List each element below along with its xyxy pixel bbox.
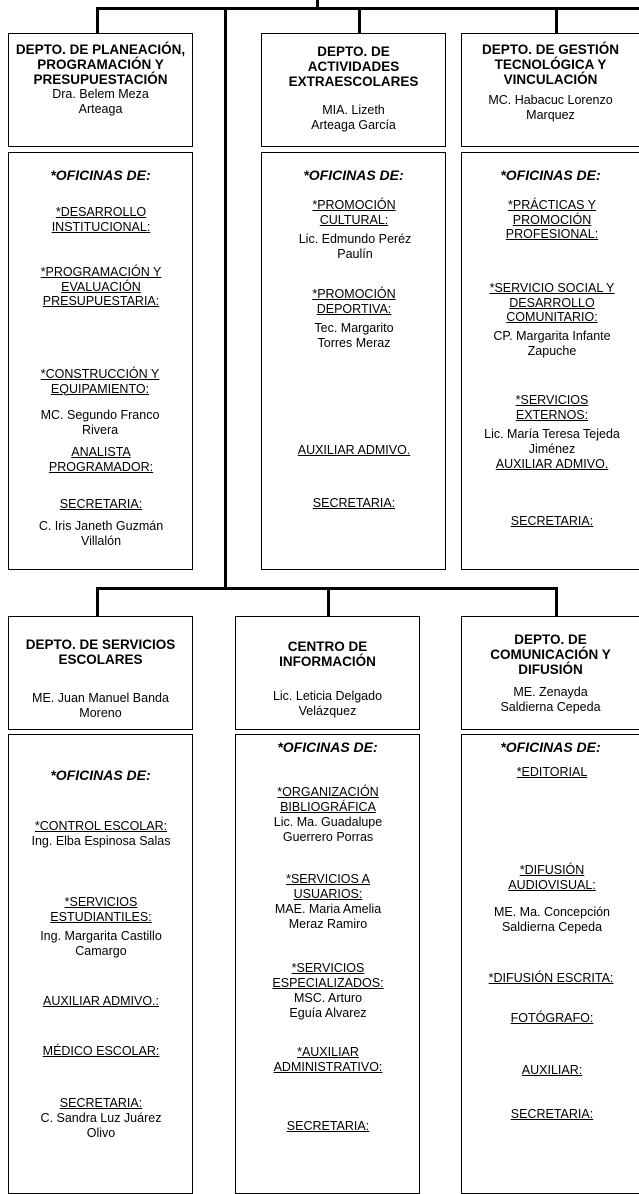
comunicacion-fotografo-label: FOTÓGRAFO: [510, 1011, 594, 1025]
gestion-oficinas-heading: *OFICINAS DE: [500, 167, 601, 183]
gestion-practicas-label: *PRÁCTICAS Y PROMOCIÓN PROFESIONAL: [505, 198, 599, 241]
informacion-oficinas-heading: *OFICINAS DE: [277, 739, 378, 755]
informacion-organizacion-label: *ORGANIZACIÓN BIBLIOGRÁFICA [277, 785, 379, 814]
actividades-title: DEPTO. DE ACTIVIDADES EXTRAESCOLARES [288, 44, 419, 89]
escolares-secretaria-label: SECRETARIA: [59, 1096, 143, 1110]
planeacion-head: Dra. Belem Meza Arteaga [52, 87, 149, 116]
escolares-medico-label: MÉDICO ESCOLAR: [42, 1044, 160, 1058]
escolares-estudiantiles-person: Ing. Margarita Castillo Camargo [40, 929, 162, 958]
comunicacion-audiovisual-person: ME. Ma. Concepción Saldierna Cepeda [493, 905, 611, 934]
planeacion-analista-label: ANALISTA PROGRAMADOR: [48, 445, 154, 474]
comunicacion-offices-box [461, 734, 639, 1194]
gestion-head: MC. Habacuc Lorenzo Marquez [488, 93, 613, 122]
planeacion-title: DEPTO. DE PLANEACIÓN, PROGRAMACIÓN Y PRESUPUESTACIÓN [15, 42, 186, 87]
planeacion-offices-box [8, 152, 193, 570]
drop-informacion [327, 587, 330, 617]
informacion-especializados-person: MSC. Arturo Eguía Alvarez [289, 991, 367, 1020]
comunicacion-audiovisual-label: *DIFUSIÓN AUDIOVISUAL: [508, 863, 596, 892]
main-trunk [224, 7, 227, 589]
actividades-cultural-person: Lic. Edmundo Peréz Paulín [298, 232, 412, 261]
drop-comunicacion [555, 587, 558, 617]
informacion-head: Lic. Leticia Delgado Velázquez [272, 689, 383, 718]
comunicacion-escrita-label: *DIFUSIÓN ESCRITA: [488, 971, 614, 985]
planeacion-desarrollo-label: *DESARROLLO INSTITUCIONAL: [51, 205, 151, 234]
actividades-header-box [261, 33, 446, 147]
comunicacion-auxiliar-label: AUXILIAR: [521, 1063, 583, 1077]
gestion-secretaria-label: SECRETARIA: [510, 514, 594, 528]
planeacion-header-box [8, 33, 193, 147]
comunicacion-oficinas-heading: *OFICINAS DE: [500, 739, 601, 755]
actividades-offices-box [261, 152, 446, 570]
drop-planeacion [96, 7, 99, 34]
planeacion-oficinas-heading: *OFICINAS DE: [50, 167, 151, 183]
planeacion-secretaria-person: C. Iris Janeth Guzmán Villalón [38, 519, 164, 548]
escolares-estudiantiles-label: *SERVICIOS ESTUDIANTILES: [50, 895, 152, 924]
escolares-offices-box [8, 734, 193, 1194]
comunicacion-title: DEPTO. DE COMUNICACIÓN Y DIFUSIÓN [490, 632, 611, 677]
escolares-header-box [8, 616, 193, 730]
informacion-especializados-label: *SERVICIOS ESPECIALIZADOS: [272, 961, 384, 990]
escolares-secretaria-person: C. Sandra Luz Juárez Olivo [40, 1111, 162, 1140]
actividades-deportiva-label: *PROMOCIÓN DEPORTIVA: [312, 287, 396, 316]
planeacion-construccion-person: MC. Segundo Franco Rivera [40, 408, 160, 437]
actividades-secretaria-label: SECRETARIA: [312, 496, 396, 510]
informacion-organizacion-person: Lic. Ma. Guadalupe Guerrero Porras [273, 815, 383, 844]
drop-actividades [358, 7, 361, 34]
actividades-oficinas-heading: *OFICINAS DE: [303, 167, 404, 183]
planeacion-secretaria-label: SECRETARIA: [59, 497, 143, 511]
gestion-offices-box [461, 152, 639, 570]
planeacion-programacion-label: *PROGRAMACIÓN Y EVALUACIÓN PRESUPUESTARIA: [40, 265, 162, 308]
informacion-usuarios-person: MAE. Maria Amelia Meraz Ramiro [274, 902, 382, 931]
informacion-offices-box [235, 734, 420, 1194]
gestion-servicio-social-person: CP. Margarita Infante Zapuche [493, 329, 611, 358]
gestion-servicio-social-label: *SERVICIO SOCIAL Y DESARROLLO COMUNITARIO: [489, 281, 615, 324]
actividades-auxiliar-label: AUXILIAR ADMIVO. [297, 443, 411, 457]
planeacion-construccion-label: *CONSTRUCCIÓN Y EQUIPAMIENTO: [40, 367, 160, 396]
actividades-deportiva-person: Tec. Margarito Torres Meraz [314, 321, 394, 350]
escolares-oficinas-heading: *OFICINAS DE: [50, 767, 151, 783]
comunicacion-head: ME. Zenayda Saldierna Cepeda [500, 685, 601, 714]
informacion-usuarios-label: *SERVICIOS A USUARIOS: [286, 872, 370, 901]
escolares-title: DEPTO. DE SERVICIOS ESCOLARES [25, 637, 176, 667]
gestion-title: DEPTO. DE GESTIÓN TECNOLÓGICA Y VINCULACIÓN [481, 42, 620, 87]
drop-gestion [555, 7, 558, 34]
actividades-head: MIA. Lizeth Arteaga García [311, 103, 396, 132]
informacion-title: CENTRO DE INFORMACIÓN [279, 639, 376, 669]
gestion-servicios-externos-label: *SERVICIOS EXTERNOS: [515, 393, 589, 422]
escolares-control-person: Ing. Elba Espinosa Salas [31, 834, 171, 848]
informacion-auxiliar-label: *AUXILIAR ADMINISTRATIVO: [273, 1045, 383, 1074]
escolares-head: ME. Juan Manuel Banda Moreno [32, 691, 169, 720]
comunicacion-secretaria-label: SECRETARIA: [510, 1107, 594, 1121]
escolares-control-label: *CONTROL ESCOLAR: [34, 819, 168, 833]
gestion-servicios-externos-person: Lic. María Teresa Tejeda Jiménez [484, 427, 620, 456]
gestion-auxiliar-label: AUXILIAR ADMIVO. [495, 457, 609, 471]
gestion-header-box [461, 33, 639, 147]
comunicacion-header-box [461, 616, 639, 730]
informacion-secretaria-label: SECRETARIA: [286, 1119, 370, 1133]
comunicacion-editorial-label: *EDITORIAL [516, 765, 588, 779]
actividades-cultural-label: *PROMOCIÓN CULTURAL: [312, 198, 396, 227]
drop-escolares [96, 587, 99, 617]
escolares-auxiliar-label: AUXILIAR ADMIVO.: [42, 994, 159, 1008]
informacion-header-box [235, 616, 420, 730]
